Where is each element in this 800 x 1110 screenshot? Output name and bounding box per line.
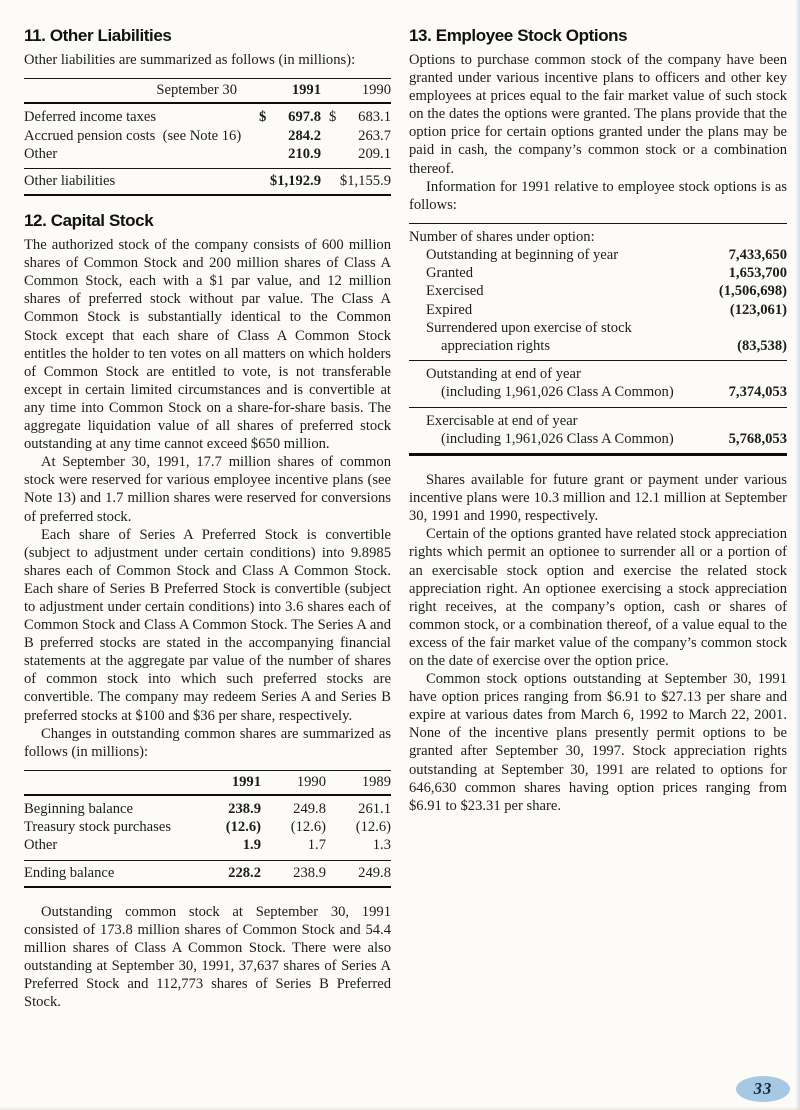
page-number-badge <box>736 1076 790 1102</box>
column-header-1991: 1991 <box>291 82 321 99</box>
value-1990: 249.8 <box>293 801 326 818</box>
value-1991: 697.8 <box>288 109 321 126</box>
s12-para-4: Changes in outstanding common shares are summarized as follows (in millions): <box>24 725 391 760</box>
row-label-continued: (including 1,961,026 Class A Common) <box>441 384 674 401</box>
row-label: Other <box>24 145 58 162</box>
page-edge-shadow <box>795 0 800 1110</box>
table-total-row <box>24 861 391 886</box>
total-1990: 238.9 <box>293 864 326 881</box>
stock-options-table <box>409 223 787 456</box>
section-12 <box>24 211 391 1011</box>
table-row <box>24 836 391 854</box>
row-label-continued: (including 1,961,026 Class A Common) <box>441 430 674 447</box>
section-13-heading: 13. Employee Stock Options <box>409 26 628 45</box>
value-1990: 263.7 <box>358 127 391 144</box>
right-column <box>409 26 787 1011</box>
row-label: Surrendered upon exercise of stock <box>426 319 632 336</box>
column-header-1990: 1990 <box>296 773 326 790</box>
table-row <box>24 818 391 836</box>
value-1991: 284.2 <box>288 127 321 144</box>
column-header-1990: 1990 <box>361 82 391 99</box>
left-column <box>24 26 391 1011</box>
section-13 <box>409 26 787 815</box>
table-row <box>409 337 787 355</box>
table-row <box>409 430 787 448</box>
row-value: (123,061) <box>729 301 787 318</box>
section-11 <box>24 26 391 196</box>
row-value: (83,538) <box>737 338 787 355</box>
s12-para-5: Outstanding common stock at September 30, 1991 consisted of 173.8 million shares of Common Stock and 54.4 million shares of Class A Common Stock. There were also outstanding at September 30, 1991, 37,637 shares of Series A Preferred Stock and 112,773 shares of Series B Preferred Stock. <box>24 903 391 1011</box>
column-header-1991: 1991 <box>231 773 261 790</box>
table-row <box>24 108 391 126</box>
row-value: 7,433,650 <box>728 247 787 264</box>
value-1989: (12.6) <box>355 819 391 836</box>
currency-sign: $ <box>329 109 337 126</box>
table-row <box>409 412 787 430</box>
value-1991: 1.9 <box>242 837 261 854</box>
row-label: Outstanding at end of year <box>426 366 581 383</box>
table-row <box>24 145 391 163</box>
section-12-heading: 12. Capital Stock <box>24 211 154 231</box>
total-1990: $1,155.9 <box>339 172 391 189</box>
table-rule <box>24 194 391 196</box>
table-row <box>409 319 787 337</box>
row-value: 7,374,053 <box>728 384 787 401</box>
s12-para-2: At September 30, 1991, 17.7 million shares of common stock were reserved for various employee incentive plans (see Note 13) and 1.7 million shares were reserved for conversions of preferred stock. <box>24 454 391 525</box>
row-label: Exercised <box>426 283 484 300</box>
value-1990: 1.7 <box>307 837 326 854</box>
table-rule <box>24 886 391 888</box>
row-label: Treasury stock purchases <box>24 819 171 836</box>
total-1989: 249.8 <box>358 864 391 881</box>
table-header-row <box>24 79 391 102</box>
value-1991: 238.9 <box>228 801 261 818</box>
row-label: Expired <box>426 301 473 318</box>
value-1990: 683.1 <box>358 109 391 126</box>
other-liabilities-table <box>24 78 391 196</box>
s13-para-1: Options to purchase common stock of the company have been granted under various incentive plans to officers and other key employees at prices equal to the fair market value of such stock on the dates the options were granted. The plans provide that the option price for certain options granted under the plans may be paid in cash, the company’s common stock or a combination thereof. <box>409 52 787 177</box>
row-label: Outstanding at beginning of year <box>426 247 619 264</box>
table-row <box>409 264 787 282</box>
section-11-heading: 11. Other Liabilities <box>24 26 172 45</box>
row-value: 5,768,053 <box>728 430 787 447</box>
row-label: Deferred income taxes <box>24 109 157 126</box>
row-label: Other <box>24 837 58 854</box>
row-label-continued: appreciation rights <box>441 338 551 355</box>
column-header-1989: 1989 <box>361 773 391 790</box>
total-label: Ending balance <box>24 864 115 881</box>
total-1991: $1,192.9 <box>269 172 321 189</box>
currency-sign: $ <box>259 109 267 126</box>
s13-para-2: Information for 1991 relative to employee stock options is as follows: <box>409 178 787 213</box>
group-label: Number of shares under option: <box>409 228 595 245</box>
value-1989: 261.1 <box>358 801 391 818</box>
row-label: Accrued pension costs (see Note 16) <box>24 127 242 144</box>
s13-para-4: Certain of the options granted have related stock appreciation rights which permit an optionee to surrender all or a portion of an exercisable stock option and exercise the related stock appreciation right. An optionee exercising a stock appreciation right receives, at the company’s option, cash or shares of common stock, or a combination thereof, of a value equal to the excess of the fair market value of the company’s common stock on the date of exercise over the option price. <box>409 526 787 670</box>
value-1991: (12.6) <box>225 819 261 836</box>
table-total-row <box>24 169 391 194</box>
table-row <box>409 365 787 383</box>
table-group-row <box>409 228 787 246</box>
column-header-date: September 30 <box>156 82 237 99</box>
table-row <box>24 127 391 145</box>
s13-para-3: Shares available for future grant or payment under various incentive plans were 10.3 million and 12.1 million at September 30, 1991 and 1990, respectively. <box>409 472 787 525</box>
total-1991: 228.2 <box>228 864 261 881</box>
common-shares-table <box>24 770 391 888</box>
table-row <box>409 301 787 319</box>
value-1989: 1.3 <box>372 837 391 854</box>
table-row <box>409 383 787 401</box>
total-label: Other liabilities <box>24 172 116 189</box>
value-1990: 209.1 <box>358 145 391 162</box>
row-value: 1,653,700 <box>728 265 787 282</box>
value-1991: 210.9 <box>288 145 321 162</box>
table-row <box>409 282 787 300</box>
s12-para-3: Each share of Series A Preferred Stock is convertible (subject to adjustment under certain conditions) into 9.8985 shares each of Common Stock and Class A Common Stock. Each share of Series B Preferred Stock is convertible (subject to adjustment under certain conditions) into 3.6 shares each of Common Stock and Class A Common Stock. The Series A and B preferred stocks are stated in the accompanying financial statements at the aggregate par value of the number of shares of common stock into which such preferred stocks are convertible. The company may redeem Series A and Series B preferred stocks at $100 and $36 per share, respectively. <box>24 526 391 724</box>
table-rule <box>409 453 787 456</box>
value-1990: (12.6) <box>290 819 326 836</box>
s12-para-1: The authorized stock of the company consists of 600 million shares of Common Stock and 200 million shares of Class A Common Stock, each with a $1 par value, and 12 million shares of preferred stock without par value. The Class A Common Stock is substantially identical to the Common Stock except that each share of Class A Common Stock entitles the holder to ten votes on all matters on which holders of Common Stock are entitled to vote, is not transferable except in certain limited circumstances and is convertible at any time into Common Stock on a share-for-share basis. The aggregate liquidation value of all shares of preferred stock outstanding at any time cannot exceed $650 million. <box>24 237 391 453</box>
row-label: Exercisable at end of year <box>426 412 578 429</box>
row-label: Granted <box>426 265 474 282</box>
s13-para-5: Common stock options outstanding at September 30, 1991 have option prices ranging from $6.91 to $27.13 per share and expire at various dates from March 6, 1992 to March 22, 2001. None of the incentive plans presently permit options to be granted after September 30, 1997. Stock appreciation rights outstanding at September 30, 1991 are related to options for 646,630 common shares having option prices ranging from $6.91 to $23.31 per share. <box>409 671 787 814</box>
row-label: Beginning balance <box>24 801 134 818</box>
table-row <box>409 246 787 264</box>
row-value: (1,506,698) <box>718 283 787 300</box>
table-header-row <box>24 771 391 794</box>
s11-intro: Other liabilities are summarized as follows (in millions): <box>24 52 356 68</box>
page-number: 33 <box>753 1079 773 1098</box>
table-row <box>24 800 391 818</box>
